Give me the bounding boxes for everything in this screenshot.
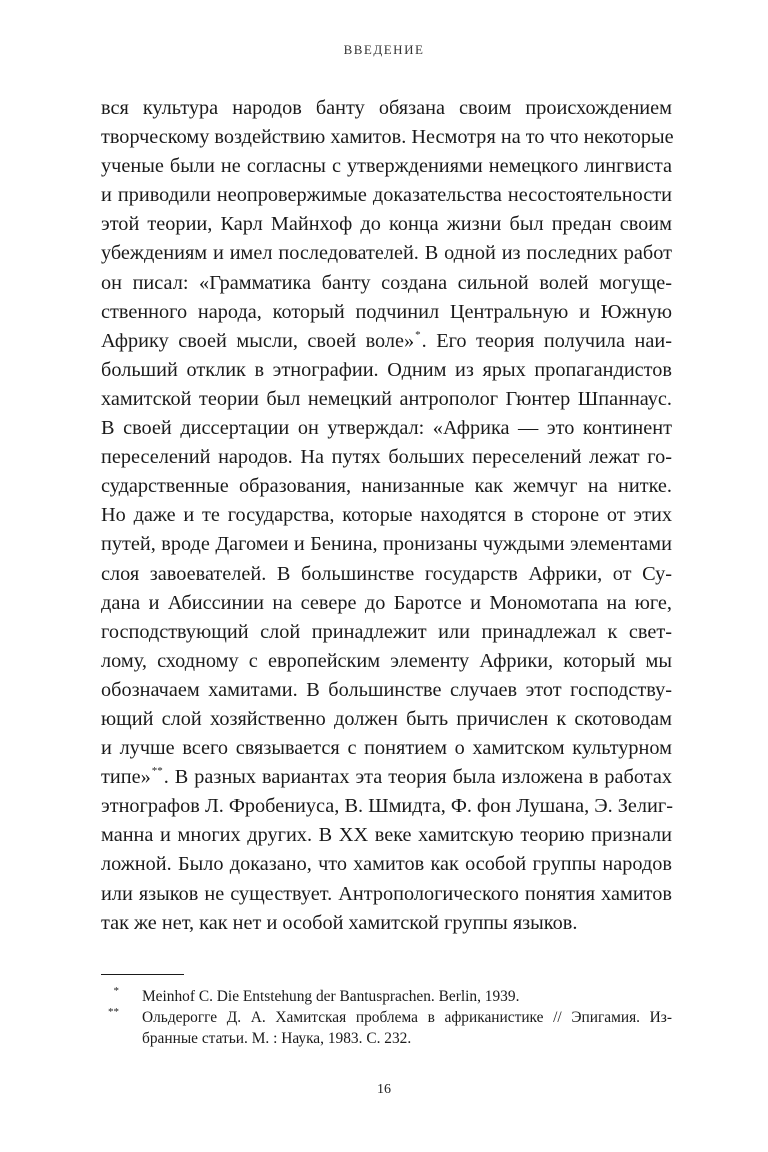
footnote-reference[interactable]: * — [415, 328, 421, 341]
text-line-with-footnote — [101, 763, 672, 792]
text-line-with-footnote — [101, 327, 672, 356]
text-line: путей, вроде Дагомеи и Бенина, пронизаны чуждыми элементами — [101, 533, 672, 556]
text-line: творческому воздействию хамитов. Несмотря на то что некоторые — [101, 126, 674, 149]
footnote-text: Ольдерогге Д. А. Хамитская проблема в африканистике // Эпигамия. Из- — [142, 1009, 672, 1026]
body-text — [101, 94, 672, 938]
footnote-text: бранные статьи. М. : Наука, 1983. С. 232. — [142, 1030, 412, 1047]
text-line: дана и Абиссинии на севере до Баротсе и Мономотапа на юге, — [101, 591, 672, 614]
text-line: он писал: «Грамматика банту создана сильной волей могуще- — [101, 271, 672, 294]
text-line: и приводили неопровержимые доказательства несостоятельности — [101, 184, 672, 207]
text-line: убеждениям и имел последователей. В одной из последних работ — [101, 242, 672, 265]
text-line: больший отклик в этнографии. Одним из ярых пропагандистов — [101, 358, 672, 381]
text-line: слоя завоевателей. В большинстве государств Африки, от Су- — [101, 562, 672, 585]
footnote-marker: ** — [108, 1006, 119, 1018]
text-segment: . Его теория получила наи- — [421, 329, 672, 352]
text-line: лому, сходному с европейским элементу Африки, который мы — [101, 649, 672, 672]
text-line: обозначаем хамитами. В большинстве случаев этот господству- — [101, 678, 672, 701]
text-line: ющий слой хозяйственно должен быть причислен к скотоводам — [101, 707, 672, 730]
text-line: или языков не существует. Антропологического понятия хамитов — [101, 882, 672, 905]
footnote-marker: * — [113, 985, 119, 997]
text-line: ученые были не согласны с утверждениями немецкого лингвиста — [101, 155, 672, 178]
text-line: этой теории, Карл Майнхоф до конца жизни был предан своим — [101, 213, 672, 236]
text-line: ложной. Было доказано, что хамитов как особой группы народов — [101, 853, 672, 876]
text-segment: типе» — [101, 766, 151, 789]
footnote-text: Meinhof C. Die Entstehung der Bantusprachen. Berlin, 1939. — [142, 988, 520, 1005]
page-number: 16 — [377, 1082, 391, 1097]
text-line: вся культура народов банту обязана своим происхождением — [101, 97, 672, 119]
text-line: хамитской теории был немецкий антрополог Гюнтер Шпаннаус. — [101, 387, 672, 410]
running-head: ВВЕДЕНИЕ — [343, 42, 425, 57]
text-line: и лучше всего связывается с понятием о хамитском культурном — [101, 737, 672, 760]
text-segment: Африку своей мысли, своей воле» — [101, 329, 415, 352]
text-line: ственного народа, который подчинил Центральную и Южную — [101, 300, 672, 323]
text-line: этнографов Л. Фробениуса, В. Шмидта, Ф. фон Лушана, Э. Зелиг- — [101, 795, 673, 818]
text-line: Но даже и те государства, которые находятся в стороне от этих — [101, 504, 672, 527]
footnotes — [101, 986, 672, 1049]
text-line: так же нет, как нет и особой хамитской группы языков. — [101, 911, 578, 934]
text-line: манна и многих других. В XX веке хамитскую теорию признали — [101, 824, 672, 847]
footnote-2 — [101, 1007, 672, 1049]
footnote-1 — [101, 986, 672, 1007]
text-line: господствующий слой принадлежит или принадлежал к свет- — [101, 620, 672, 643]
footnote-divider — [101, 974, 184, 975]
text-line: В своей диссертации он утверждал: «Африка — это континент — [101, 417, 672, 440]
footnote-reference[interactable]: ** — [151, 765, 163, 778]
text-segment: . В разных вариантах эта теория была изложена в работах — [163, 766, 672, 789]
text-line: сударственные образования, нанизанные как жемчуг на нитке. — [101, 475, 672, 498]
text-line: переселений народов. На путях больших переселений лежат го- — [101, 446, 672, 469]
